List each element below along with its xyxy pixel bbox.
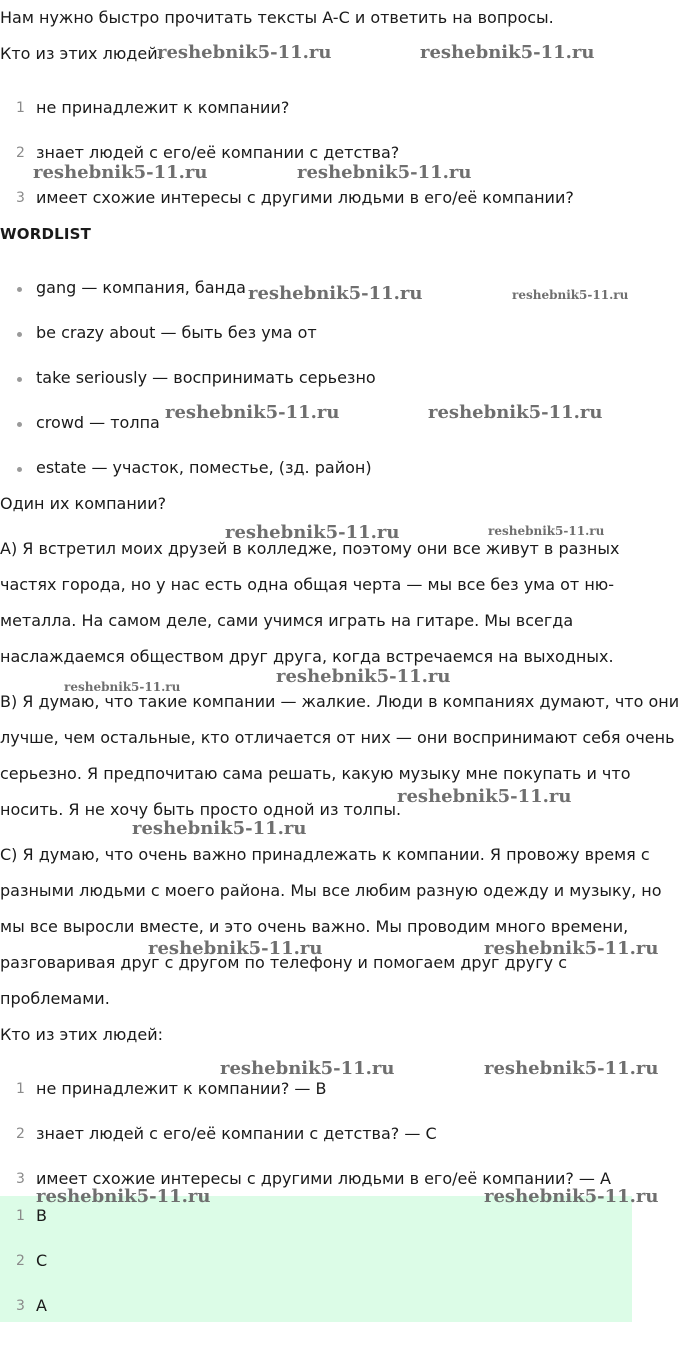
- watermark: reshebnik5-11.ru: [484, 1058, 659, 1079]
- watermark: reshebnik5-11.ru: [220, 1058, 395, 1079]
- item-number: 1: [16, 100, 25, 116]
- item-text: не принадлежит к компании? — B: [36, 1079, 327, 1098]
- item-text: имеет схожие интересы с другими людьми в его/её компании?: [36, 188, 574, 207]
- bullet-icon: [17, 467, 22, 472]
- watermark: reshebnik5-11.ru: [276, 666, 451, 687]
- item-text: be crazy about — быть без ума от: [36, 323, 317, 342]
- item-number: 3: [16, 1298, 25, 1314]
- item-text: знает людей с его/её компании с детства? — C: [36, 1124, 437, 1143]
- watermark: reshebnik5-11.ru: [484, 938, 659, 959]
- watermark: reshebnik5-11.ru: [488, 524, 605, 538]
- wordlist-heading: WORDLIST: [0, 225, 92, 243]
- bullet-icon: [17, 422, 22, 427]
- item-number: 1: [16, 1081, 25, 1097]
- text-a: A) Я встретил моих друзей в колледже, поэтому они все живут в разных частях города, но у нас есть одна общая черта — мы все без ума от ню-металла. На самом деле, сами учимся играть на гитаре. Мы всегда наслаждаемся обществом друг друга, когда встречаемся на выходных.: [0, 539, 620, 666]
- watermark: reshebnik5-11.ru: [165, 402, 340, 423]
- intro-text: Нам нужно быстро прочитать тексты A-C и ответить на вопросы.: [0, 8, 554, 27]
- item-text: A: [36, 1296, 47, 1315]
- who-prompt: Кто из этих людей:: [0, 44, 163, 63]
- item-number: 1: [16, 1208, 25, 1224]
- watermark: reshebnik5-11.ru: [33, 162, 208, 183]
- item-text: estate — участок, поместье, (зд. район): [36, 458, 372, 477]
- watermark: reshebnik5-11.ru: [248, 283, 423, 304]
- watermark: reshebnik5-11.ru: [397, 786, 572, 807]
- text-c: C) Я думаю, что очень важно принадлежать к компании. Я провожу время с разными людьми с моего района. Мы все любим разную одежду и музыку, но мы все выросли вместе, и это очень важно. Мы проводим много времени, разговаривая друг с другом по телефону и помогаем друг другу с проблемами.: [0, 845, 662, 1008]
- bullet-icon: [17, 377, 22, 382]
- item-text: crowd — толпа: [36, 413, 160, 432]
- watermark: reshebnik5-11.ru: [512, 288, 629, 302]
- item-text: gang — компания, банда: [36, 278, 246, 297]
- item-number: 2: [16, 1126, 25, 1142]
- item-text: B: [36, 1206, 47, 1225]
- who-prompt-2: Кто из этих людей:: [0, 1025, 163, 1044]
- watermark: reshebnik5-11.ru: [132, 818, 307, 839]
- item-number: 2: [16, 145, 25, 161]
- item-text: имеет схожие интересы с другими людьми в его/её компании? — A: [36, 1169, 611, 1188]
- watermark: reshebnik5-11.ru: [36, 1186, 211, 1207]
- text-b: B) Я думаю, что такие компании — жалкие. Люди в компаниях думают, что они лучше, чем остальные, кто отличается от них — они воспринимают себя очень серьезно. Я предпочитаю сама решать, какую музыку мне покупать и что носить. Я не хочу быть просто одной из толпы.: [0, 692, 680, 819]
- item-number: 3: [16, 1171, 25, 1187]
- item-number: 3: [16, 190, 25, 206]
- item-number: 2: [16, 1253, 25, 1269]
- item-text: C: [36, 1251, 48, 1270]
- answer-box: [0, 1196, 632, 1322]
- watermark: reshebnik5-11.ru: [484, 1186, 659, 1207]
- item-text: знает людей с его/её компании с детства?: [36, 143, 400, 162]
- item-text: не принадлежит к компании?: [36, 98, 290, 117]
- watermark: reshebnik5-11.ru: [157, 42, 332, 63]
- item-text: take seriously — воспринимать серьезно: [36, 368, 376, 387]
- watermark: reshebnik5-11.ru: [420, 42, 595, 63]
- watermark: reshebnik5-11.ru: [64, 680, 181, 694]
- bullet-icon: [17, 332, 22, 337]
- watermark: reshebnik5-11.ru: [148, 938, 323, 959]
- watermark: reshebnik5-11.ru: [297, 162, 472, 183]
- bullet-icon: [17, 287, 22, 292]
- watermark: reshebnik5-11.ru: [225, 522, 400, 543]
- texts-heading: Один их компании?: [0, 494, 167, 513]
- watermark: reshebnik5-11.ru: [428, 402, 603, 423]
